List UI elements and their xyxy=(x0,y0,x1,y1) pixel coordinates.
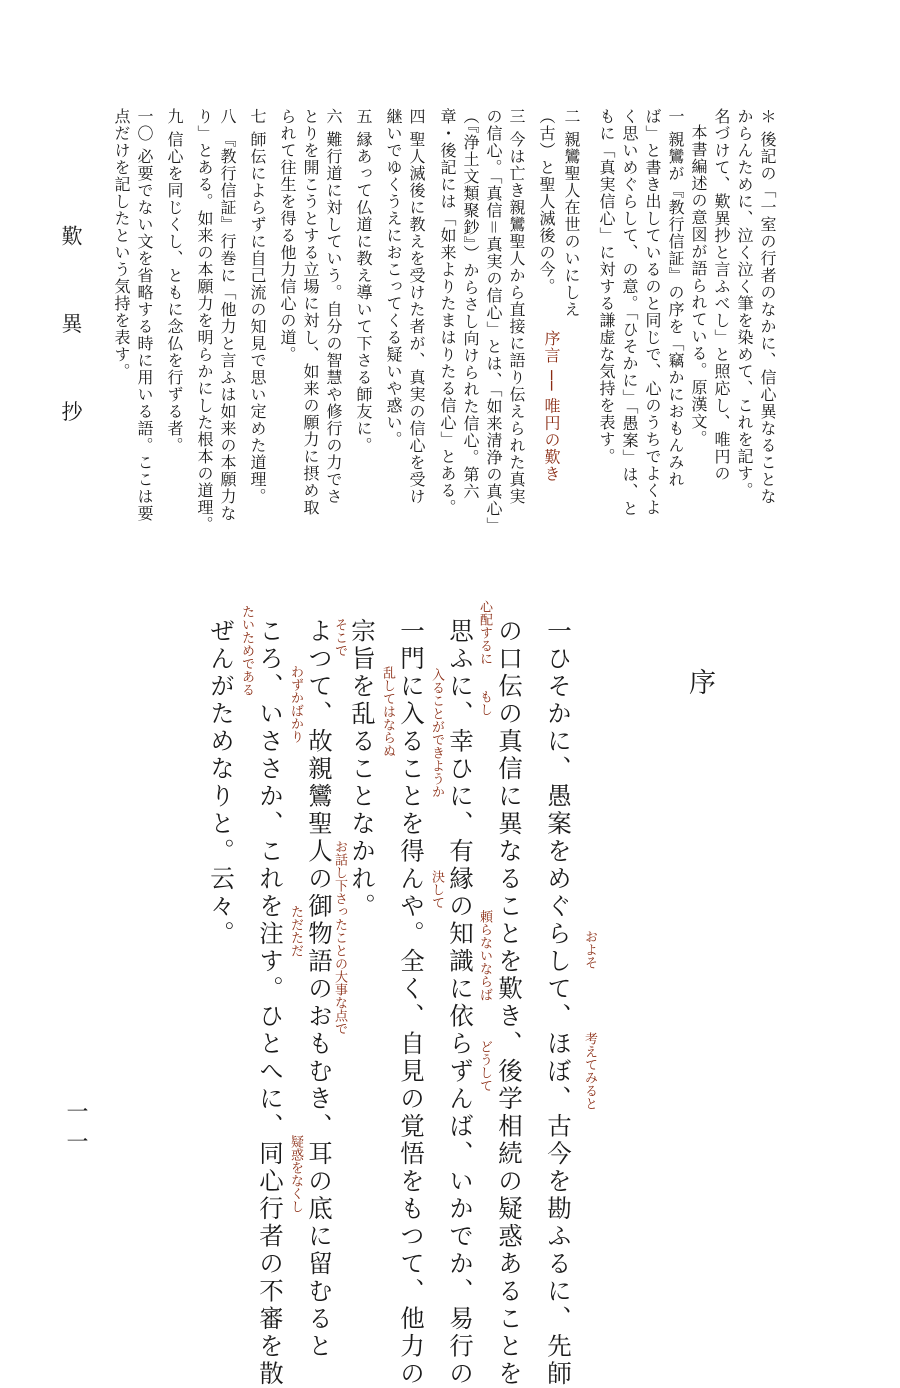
main-text-column: 宗旨を乱ることなかれ。 xyxy=(348,618,377,921)
gloss: 疑惑をなくし xyxy=(288,1135,303,1213)
main-text-column: ころ、いささか、これを注す。ひとへに、同心行者の不審を散 xyxy=(256,618,285,1388)
main-text-column: ぜんがためなりと。云々。 xyxy=(207,618,236,948)
note-column: 七 師伝によらずに自己流の知見で思い定めた道理。 xyxy=(248,108,267,506)
note-column: 八 『教行信証』行巻に「他力と言ふは如来の本願力な xyxy=(218,108,237,523)
note-column: 名づけて、歎異抄と言ふべし」と照応し、唯円の xyxy=(712,108,731,482)
gloss: わずかばかり xyxy=(288,665,303,743)
page-number: 一一 xyxy=(63,1100,88,1160)
gloss: 考えてみると xyxy=(582,1032,597,1110)
note-column: ば」と書き出しているのと同じで、心のうちでよくよ xyxy=(643,108,662,516)
note-column: 四 聖人滅後に教えを受けた者が、真実の信心を受け xyxy=(407,108,426,506)
note-column: 一 親鸞が『教行信証』の序を「竊かにおもんみれ xyxy=(666,108,685,489)
running-title: 歎 異 抄 xyxy=(59,225,83,452)
main-text-column: 一ひそかに、愚案をめぐらして、ほぼ、古今を勘ふるに、先師 xyxy=(544,618,573,1388)
note-column: もに「真実信心」に対する謙虚な気持を表す。 xyxy=(597,108,616,465)
note-column: （古）と聖人滅後の今。 xyxy=(537,108,556,295)
gloss: 心配するに xyxy=(477,600,492,665)
gloss: 乱してはならぬ xyxy=(380,666,395,757)
note-column: 九 信心を同じくし、ともに念仏を行ずる者。 xyxy=(165,108,184,455)
main-text-column: の口伝の真信に異なることを歎き、後学相続の疑惑あることを xyxy=(495,618,524,1388)
note-column: とりを開こうとする立場に対し、如来の願力に摂め取 xyxy=(301,108,320,516)
note-column: 二 親鸞聖人在世のいにしえ xyxy=(562,108,581,319)
note-column: られて往生を得る他力信心の道。 xyxy=(278,108,297,363)
gloss: そこで xyxy=(332,618,347,657)
gloss: 頼らないならば xyxy=(477,910,492,1001)
gloss: 決して xyxy=(429,870,444,909)
gloss: お話し下さったことの大事な点で xyxy=(332,840,347,1035)
note-column: の信心。「真信＝真実の信心」とは、「如来清浄の真心」 xyxy=(484,108,503,535)
gloss: もし xyxy=(477,690,492,716)
note-column: 六 難行道に対していう。自分の智慧や修行の力でさ xyxy=(324,108,343,506)
note-column: 点だけを記したという気持を表す。 xyxy=(112,108,131,380)
gloss: たいためである xyxy=(239,605,254,696)
gloss: 入ることができようか xyxy=(429,668,444,798)
note-column: 本書編述の意図が語られている。原漢文。 xyxy=(689,124,708,447)
main-text-column: 一門に入ることを得んや。全く、自見の覚悟をもつて、他力の xyxy=(397,618,426,1388)
note-column: り」とある。如来の本願力を明らかにした根本の道理。 xyxy=(195,108,214,533)
main-text-column: よつて、故親鸞聖人の御物語のおもむき、耳の底に留むると xyxy=(305,618,334,1361)
note-column: 章・後記には「如来よりたまはりたる信心」とある。 xyxy=(438,108,457,516)
gloss: どうして xyxy=(477,1040,492,1092)
note-column: く思いめぐらして、の意。「ひそかに」「愚案」は、と xyxy=(620,108,639,517)
main-text-column: 思ふに、幸ひに、有縁の知識に依らずんば、いかでか、易行の xyxy=(446,618,475,1388)
note-column: （『浄土文類聚鈔』）からさし向けられた信心。第六 xyxy=(461,108,480,500)
gloss: ただただ xyxy=(288,905,303,957)
note-column: 三 今は亡き親鸞聖人から直接に語り伝えられた真実 xyxy=(507,108,526,506)
note-column: 一〇 必要でない文を省略する時に用いる語。ここは要 xyxy=(135,108,154,523)
note-column: 継いでゆくうえにおこってくる疑いや惑い。 xyxy=(384,108,403,448)
note-column: からんために、泣く泣く筆を染めて、これを記す。 xyxy=(735,108,754,499)
notes-heading: 序言 ── 唯円の歎き xyxy=(542,330,561,483)
gloss: およそ xyxy=(582,930,597,969)
section-title: 序 xyxy=(684,668,715,695)
note-column: 五 縁あって仏道に教え導いて下さる師友に。 xyxy=(354,108,373,455)
note-column: ＊ 後記の「一室の行者のなかに、信心異なることな xyxy=(758,108,777,506)
